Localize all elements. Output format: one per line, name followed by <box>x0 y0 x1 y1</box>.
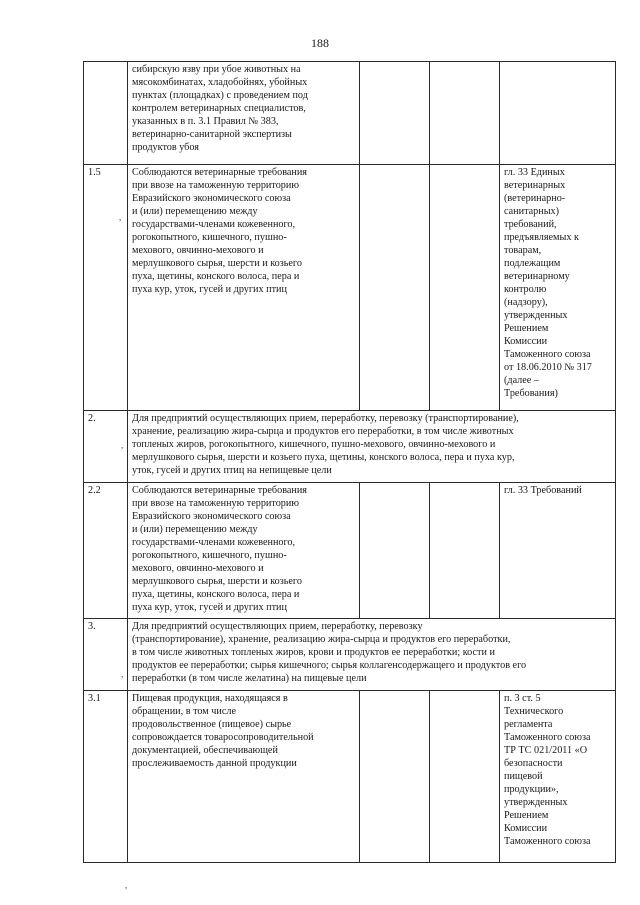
scan-mark: , <box>121 440 124 450</box>
reference-text: гл. 33 Единых ветеринарных (ветеринарно- санитарных) требований, предъявляемых к товарам, подлежащим ветеринарному контролю (надзору), утвержденных Решением Комиссии Таможенного союза от 18.06.2010 № 317 (далее – Требования) <box>500 165 616 411</box>
reference-text: гл. 33 Требований <box>500 483 616 619</box>
section-heading: Для предприятий осуществляющих прием, переработку, перевозку (транспортирование), хранение, реализацию жира-сырца и продуктов его переработки, в том числе животных топленых жиров, крови и продуктов ее переработки; кости и продуктов ее переработки; сырья кишечного; сырья коллагенсодержащего и продуктов его переработки (в том числе желатина) на пищевые цели <box>128 619 616 691</box>
section-row <box>84 619 616 691</box>
section-number: 3. <box>84 619 128 691</box>
table-row <box>84 62 616 165</box>
requirement-text: Соблюдаются ветеринарные требования при ввозе на таможенную территорию Евразийского экономического союза и (или) перемещению между государствами-членами кожевенного, рогокопытного, кишечного, пушно- мехового, овчинно-мехового и мерлушкового сырья, шерсти и козьего пуха, щетины, конского волоса, пера и пуха кур, уток, гусей и других птиц <box>128 165 360 411</box>
requirements-table <box>83 61 616 863</box>
empty-cell <box>360 691 430 863</box>
table-row <box>84 691 616 863</box>
empty-cell <box>360 483 430 619</box>
scan-mark: , <box>121 669 124 679</box>
table-row <box>84 483 616 619</box>
row-number <box>84 62 128 165</box>
row-number: 1.5 <box>84 165 128 411</box>
reference-text: п. 3 ст. 5 Технического регламента Таможенного союза ТР ТС 021/2011 «О безопасности пищевой продукции», утвержденных Решением Комиссии Таможенного союза <box>500 691 616 863</box>
requirement-text: Пищевая продукция, находящаяся в обращении, в том числе продовольственное (пищевое) сырье сопровождается товаросопроводительной документацией, обеспечивающей прослеживаемость данной продукции <box>128 691 360 863</box>
row-number: 3.1 <box>84 691 128 863</box>
empty-cell <box>430 165 500 411</box>
table-row <box>84 165 616 411</box>
requirement-text: Соблюдаются ветеринарные требования при ввозе на таможенную территорию Евразийского экономического союза и (или) перемещению между государствами-членами кожевенного, рогокопытного, кишечного, пушно- мехового, овчинно-мехового и мерлушкового сырья, шерсти и козьего пуха, щетины, конского волоса, пера и пуха кур, уток, гусей и других птиц <box>128 483 360 619</box>
section-row <box>84 411 616 483</box>
empty-cell <box>360 165 430 411</box>
scan-mark: , <box>119 212 122 222</box>
requirement-text: сибирскую язву при убое животных на мясокомбинатах, хладобойнях, убойных пунктах (площадках) с проведением под контролем ветеринарных специалистов, указанных в п. 3.1 Правил № 383, ветеринарно-санитарной экспертизы продуктов убоя <box>128 62 360 165</box>
row-number: 2.2 <box>84 483 128 619</box>
scan-mark: , <box>125 880 128 890</box>
page-number: 188 <box>311 36 329 50</box>
empty-cell <box>430 62 500 165</box>
section-heading: Для предприятий осуществляющих прием, переработку, перевозку (транспортирование), хранение, реализацию жира-сырца и продуктов его переработки, в том числе животных топленых жиров, рогокопытного, кишечного, пушно-мехового, овчинно-мехового и мерлушкового сырья, шерсти и козьего пуха, щетины, конского волоса, пера и пуха кур, уток, гусей и других птиц на непищевые цели <box>128 411 616 483</box>
section-number: 2. <box>84 411 128 483</box>
empty-cell <box>430 691 500 863</box>
empty-cell <box>360 62 430 165</box>
empty-cell <box>430 483 500 619</box>
reference-text <box>500 62 616 165</box>
